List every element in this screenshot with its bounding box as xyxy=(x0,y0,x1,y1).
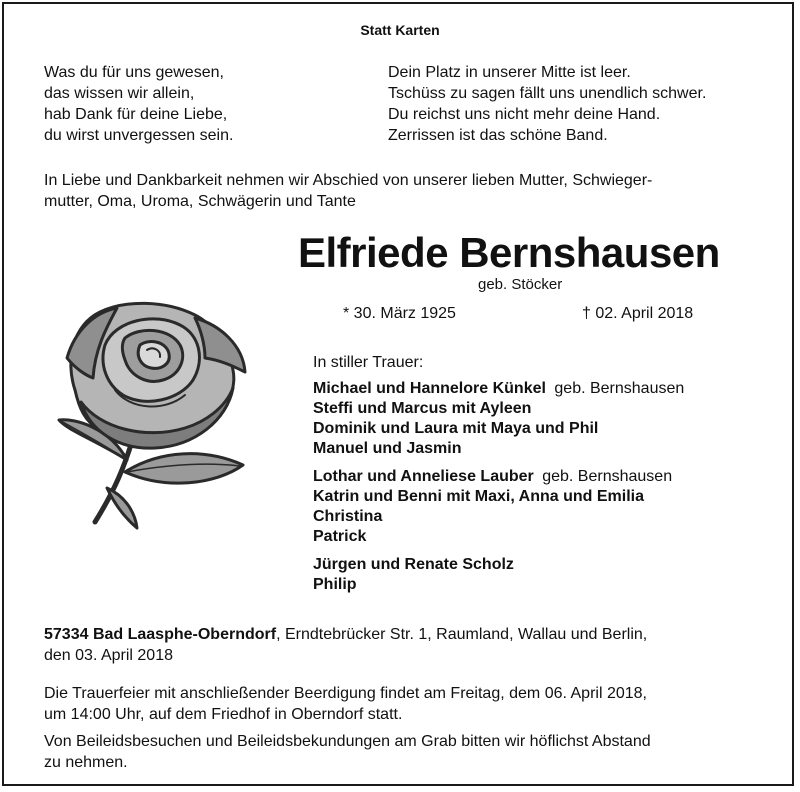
death-date: † 02. April 2018 xyxy=(582,305,694,322)
poem-line: Du reichst uns nicht mehr deine Hand. xyxy=(388,106,661,123)
funeral-info xyxy=(44,683,764,725)
funeral-line: Die Trauerfeier mit anschließender Beerdigung findet am Freitag, dem 06. April 2018, xyxy=(44,685,647,702)
mourning-label: In stiller Trauer: xyxy=(313,354,424,371)
poem-line: Tschüss zu sagen fällt uns unendlich schwer. xyxy=(388,85,707,102)
place-rest: , Erndtebrücker Str. 1, Raumland, Wallau und Berlin, xyxy=(276,626,648,643)
family-head: Michael und Hannelore Künkel xyxy=(313,380,546,397)
family-head: Jürgen und Renate Scholz xyxy=(313,556,514,573)
intro-line: In Liebe und Dankbarkeit nehmen wir Abschied von unserer lieben Mutter, Schwieger- xyxy=(44,172,653,189)
condolence-info xyxy=(44,731,764,773)
condolence-line: zu nehmen. xyxy=(44,754,128,771)
intro-text xyxy=(44,170,764,212)
family-head: Lothar und Anneliese Lauber xyxy=(313,468,534,485)
family-group xyxy=(313,555,773,595)
family-member: Katrin und Benni mit Maxi, Anna und Emilia xyxy=(313,488,644,505)
maiden-name: geb. Stöcker xyxy=(478,276,563,293)
poem-line: das wissen wir allein, xyxy=(44,85,195,102)
family-member: Steffi und Marcus mit Ayleen xyxy=(313,400,532,417)
mourners-list xyxy=(313,353,773,595)
funeral-line: um 14:00 Uhr, auf dem Friedhof in Oberndorf statt. xyxy=(44,706,403,723)
family-member: Manuel und Jasmin xyxy=(313,440,462,457)
poem-line: Dein Platz in unserer Mitte ist leer. xyxy=(388,64,631,81)
family-member: Christina xyxy=(313,508,383,525)
family-head-note: geb. Bernshausen xyxy=(542,468,673,485)
rose-illustration-icon xyxy=(55,290,255,540)
family-member: Dominik und Laura mit Maya und Phil xyxy=(313,420,599,437)
condolence-line: Von Beileidsbesuchen und Beileidsbekundungen am Grab bitten wir höflichst Abstand xyxy=(44,733,651,750)
family-member: Patrick xyxy=(313,528,367,545)
family-group xyxy=(313,467,773,547)
poem-line: hab Dank für deine Liebe, xyxy=(44,106,228,123)
poem-line: du wirst unvergessen sein. xyxy=(44,127,234,144)
notice-date: den 03. April 2018 xyxy=(44,647,173,664)
poem-line: Was du für uns gewesen, xyxy=(44,64,224,81)
place-town: 57334 Bad Laasphe-Oberndorf xyxy=(44,626,277,643)
family-member: Philip xyxy=(313,576,357,593)
poem-right xyxy=(388,62,706,146)
place-line xyxy=(44,624,764,645)
family-group xyxy=(313,379,773,459)
family-head-line xyxy=(313,379,773,399)
place-date xyxy=(44,624,764,666)
deceased-name: Elfriede Bernshausen xyxy=(298,229,720,276)
birth-date: * 30. März 1925 xyxy=(343,305,456,322)
poem-left xyxy=(44,62,233,146)
notice-header: Statt Karten xyxy=(360,22,440,38)
rose-icon xyxy=(55,290,255,540)
poem-line: Zerrissen ist das schöne Band. xyxy=(388,127,608,144)
family-head-line xyxy=(313,467,773,487)
intro-line: mutter, Oma, Uroma, Schwägerin und Tante xyxy=(44,193,356,210)
family-head-note: geb. Bernshausen xyxy=(554,380,685,397)
